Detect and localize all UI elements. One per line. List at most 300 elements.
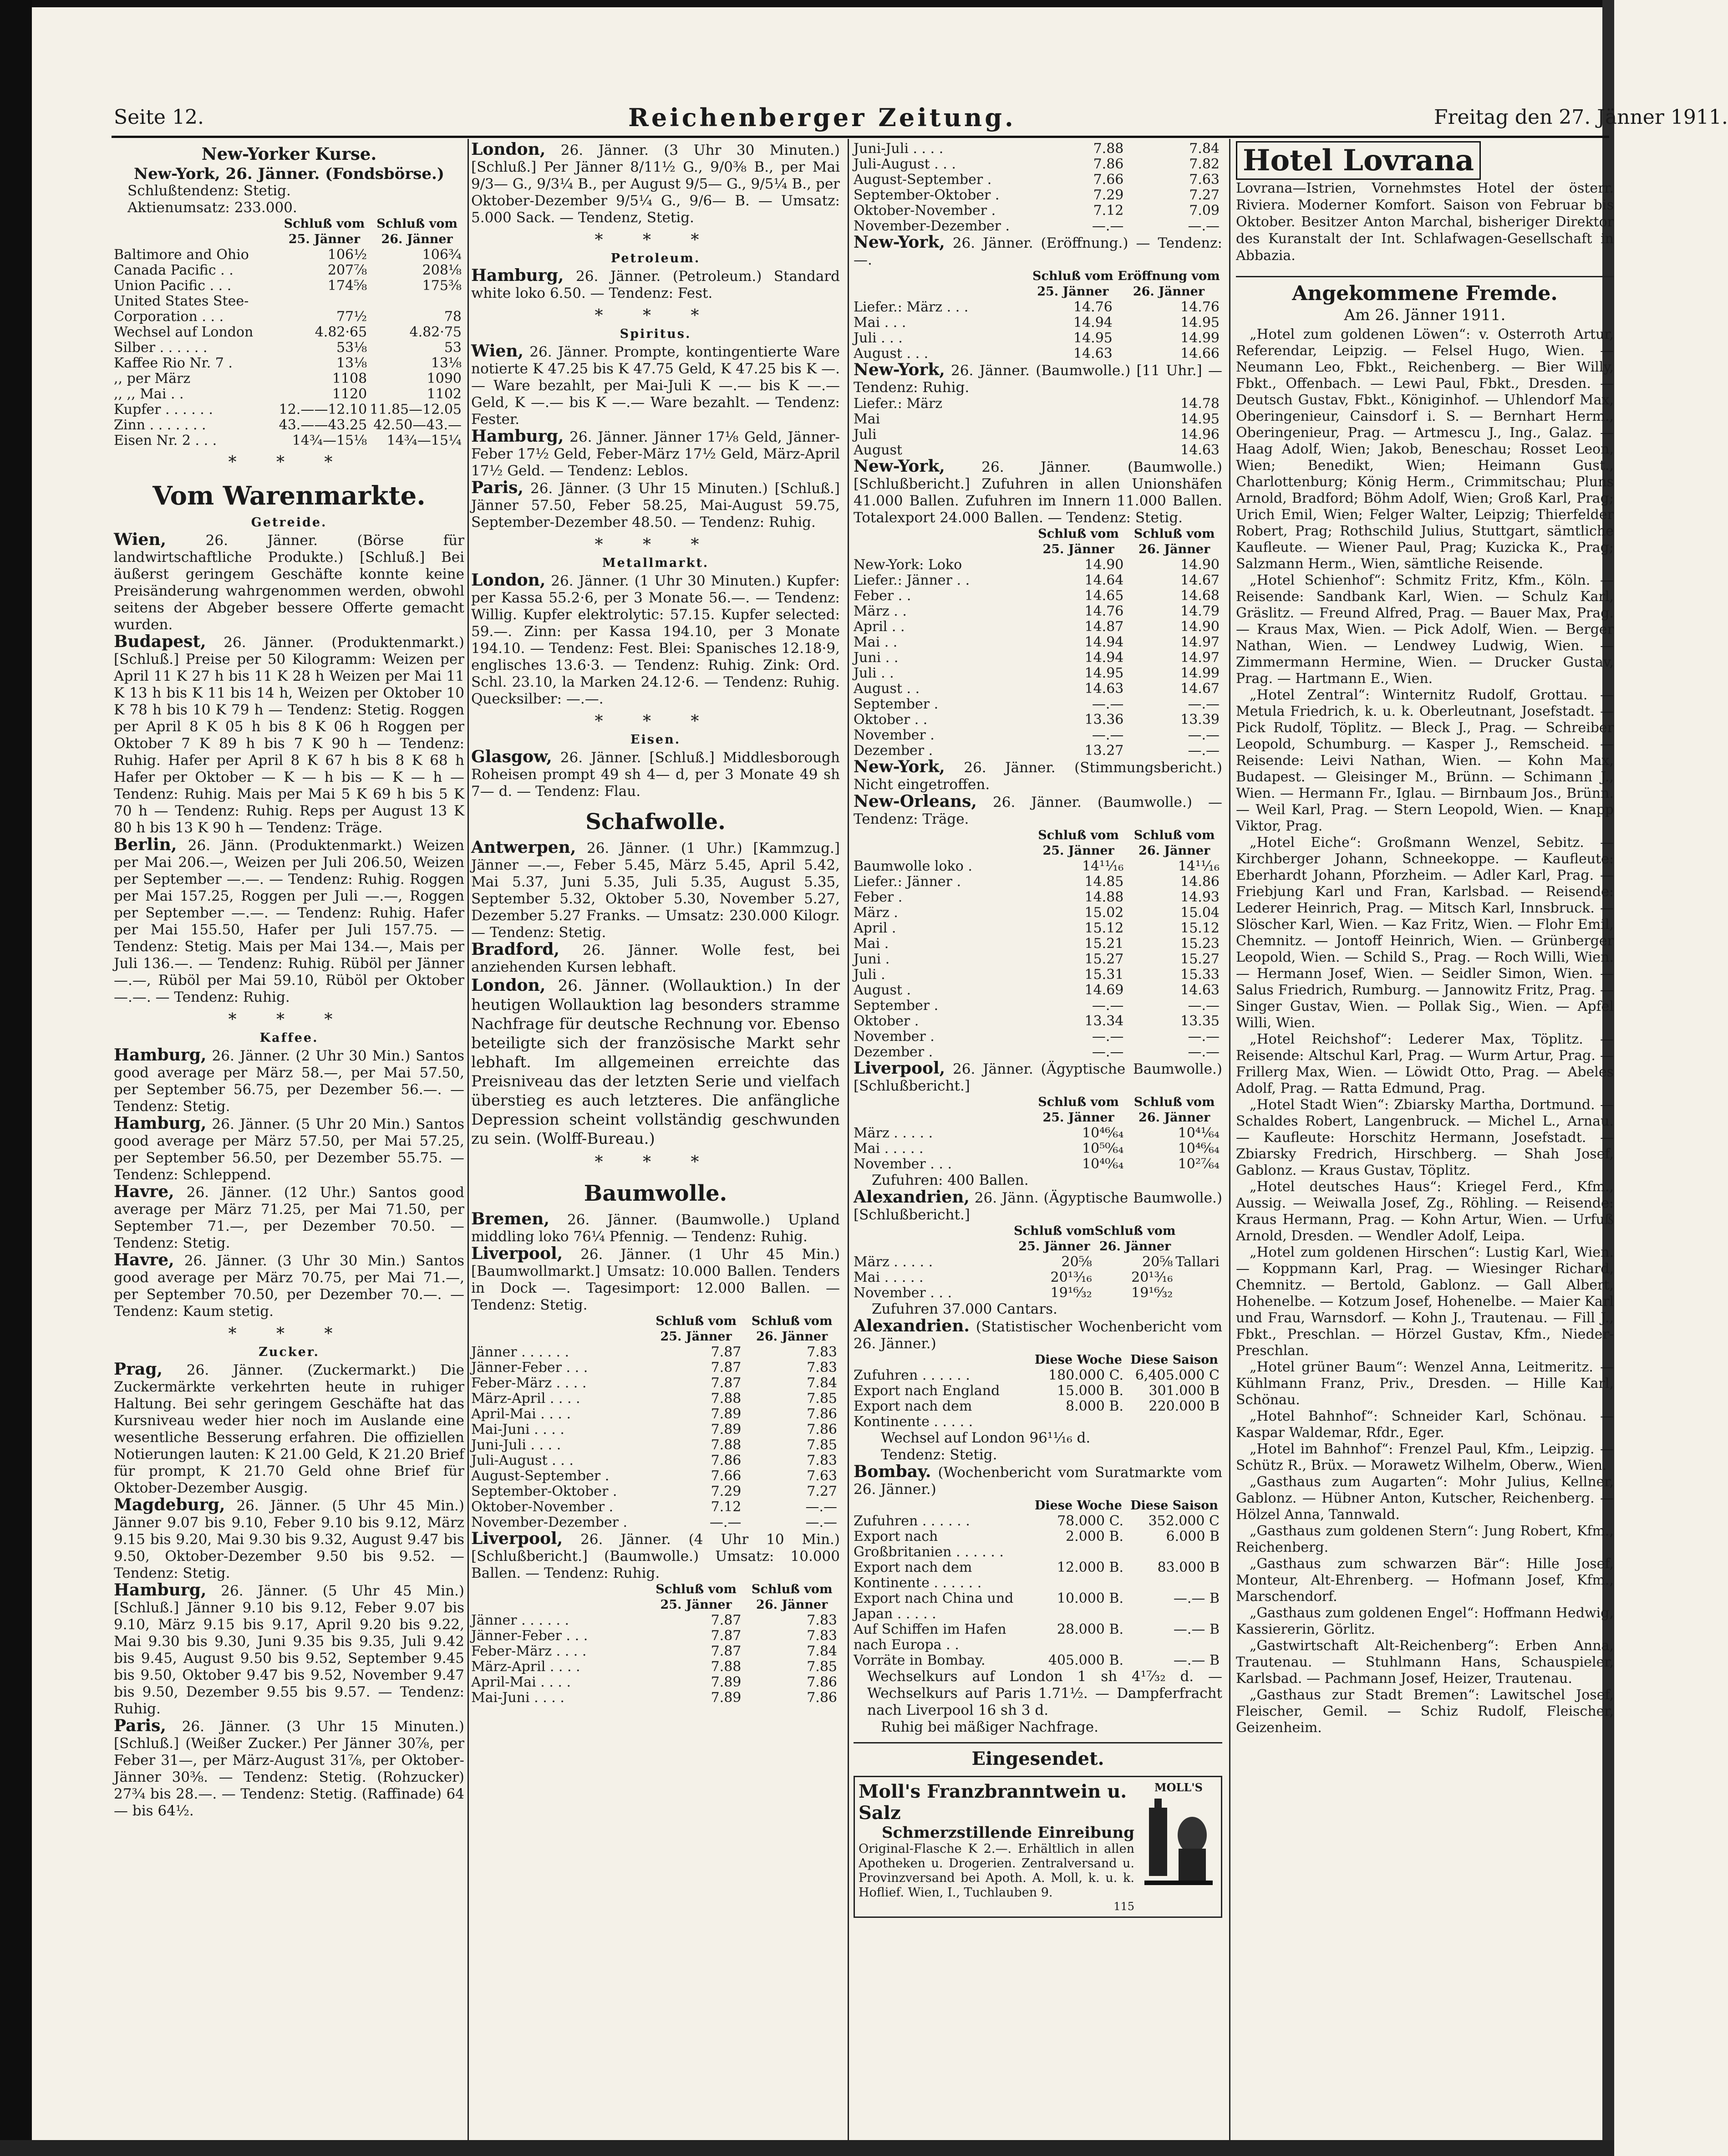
tendenz-line: Tendenz: Stetig. [881, 1447, 997, 1463]
row-value: 10.000 B. [1057, 1590, 1123, 1606]
table-row [854, 396, 1222, 412]
table-row [114, 247, 464, 263]
row-value: 7.88 [711, 1437, 742, 1453]
report-bremen: Bremen, 26. Jänner. (Baumwolle.) Upland middling loko 76¼ Pfennig. — Tendenz: Ruhig. [471, 1209, 840, 1245]
row-value: 13.34 [1084, 1013, 1124, 1029]
table-header-row [471, 1582, 840, 1613]
row-value: 7.63 [1189, 172, 1220, 188]
row-value: 7.86 [807, 1690, 837, 1706]
row-value: 208⅛ [422, 262, 462, 278]
row-value: 7.85 [807, 1391, 837, 1407]
row-value: 10²⁷⁄₆₄ [1178, 1156, 1220, 1172]
row-value: 14.63 [1084, 681, 1124, 697]
table-row [854, 300, 1222, 315]
row-label: März . . [854, 603, 907, 619]
issue-date: Freitag den 27. Jänner 1911. [1434, 106, 1728, 129]
row-value: 13.36 [1084, 712, 1124, 728]
moll-ad-title: Moll's Franzbranntwein u. Salz [859, 1781, 1127, 1824]
table-header-cell [854, 1095, 1031, 1126]
row-value [1031, 427, 1042, 443]
top-scan-border [0, 0, 1614, 7]
row-value: 20⅝ [1142, 1254, 1173, 1270]
row-value: —.— [805, 1514, 837, 1530]
table-row [471, 1644, 840, 1659]
row-label: Feber-März . . . . [471, 1643, 587, 1659]
table-header-cell: Schluß vom 25. Jänner [656, 1582, 737, 1612]
row-value: 14.65 [1084, 588, 1124, 604]
row-value: 78 [444, 309, 462, 325]
table-row [854, 1622, 1222, 1653]
table-header-cell: Schluß vom 25. Jänner [656, 1314, 737, 1344]
report-new-orleans: New-Orleans, 26. Jänner. (Baumwolle.) — Tendenz: Träge. [854, 792, 1222, 827]
row-value: 14.63 [1073, 346, 1113, 362]
page-number: Seite 12. [114, 106, 204, 129]
row-value: 4.82·65 [315, 324, 367, 340]
row-value: 14.86 [1180, 874, 1220, 890]
arrival-entry: „Hotel grüner Baum“: Wenzel Anna, Leitmeritz. — Kühlmann Franz, Priv., Dresden. — Hille Karl, Schönau. [1236, 1359, 1614, 1408]
section-title: Eingesendet. [854, 1742, 1222, 1769]
report-new-york: New-York, 26. Jänner. (Stimmungsbericht.) Nicht eingetroffen. [854, 757, 1222, 793]
row-label: August . . . [854, 346, 929, 362]
row-value: 7.86 [807, 1406, 837, 1422]
row-value: 19¹⁶⁄₃₂ [1050, 1285, 1092, 1301]
table-row [854, 1529, 1222, 1560]
arrival-date: Am 26. Jänner 1911. [1344, 306, 1506, 324]
row-value [1175, 1270, 1222, 1285]
row-value: 20¹³⁄₁₆ [1050, 1269, 1092, 1285]
row-label: März . . . . . [854, 1254, 933, 1270]
row-value: 14¾—15¼ [386, 433, 462, 449]
column-4 [1236, 141, 1614, 2145]
row-label: März-April . . . . [471, 1391, 580, 1407]
row-value: 15.12 [1084, 920, 1124, 936]
moll-brand: MOLL'S [1154, 1781, 1203, 1794]
row-value: 14.90 [1180, 557, 1220, 573]
report-liverpool: Liverpool, 26. Jänner. (1 Uhr 45 Min.) [Baumwollmarkt.] Umsatz: 10.000 Ballen. Tenders in Dock —. Tagesimport: 12.000 Ballen. — Tendenz: Stetig. [471, 1244, 840, 1313]
row-value: —.— [1092, 696, 1124, 712]
row-value: 14¾—15⅛ [292, 433, 367, 449]
subsection-title: Metallmarkt. [602, 556, 709, 570]
table-row [854, 619, 1222, 635]
separator-stars: * * * [228, 1010, 350, 1029]
row-value: 352.000 C [1148, 1513, 1220, 1529]
row-value: 7.88 [711, 1391, 742, 1407]
column-2 [471, 141, 840, 2145]
table-row [854, 1383, 1222, 1399]
row-value: 7.85 [807, 1659, 837, 1675]
row-value: —.— [1188, 727, 1220, 743]
table-header-cell: Schluß vom 26. Jänner [1094, 1224, 1176, 1254]
row-value: 7.66 [711, 1468, 742, 1484]
row-label: September-Oktober . [471, 1483, 617, 1499]
table-row [854, 1254, 1222, 1270]
arrival-entry: „Gasthaus zum goldenen Stern“: Jung Robert, Kfm., Reichenberg. [1236, 1523, 1614, 1555]
table-row [854, 1285, 1222, 1301]
row-value: 14.79 [1180, 603, 1220, 619]
subsection-title: Spiritus. [620, 327, 691, 341]
left-scan-border [0, 0, 32, 2156]
row-label: Mai . . [854, 634, 898, 650]
report-budapest: Budapest, 26. Jänner. (Produktenmarkt.) [Schluß.] Preise per 50 Kilogramm: Weizen per April 11 K 27 h bis 11 K 28 h Weizen per Mai 11 K 13 h bis K 11 bis 14 h, Weizen per Oktober 10 K 78 h bis 10 K 79 h — Tendenz: Stetig. Roggen per April 8 K 05 h bis 8 K 06 h Roggen per Oktober 7 K 89 h bis 7 K 90 h — Tendenz: Ruhig. Hafer per April 8 K 67 h bis 8 K 68 h Hafer per Oktober — K — h bis — K — h — Tendenz: Ruhig. Mais per Mai 5 K 69 h bis 5 K 70 h — Tendenz: Ruhig. Reps per August 13 K 80 h bis 13 K 90 h — Tendenz: Träge. [114, 632, 464, 836]
table-header-cell [854, 1498, 1031, 1514]
row-label: Union Pacific . . . [114, 278, 232, 294]
row-value: —.— [1092, 1044, 1124, 1060]
row-value: 20¹³⁄₁₆ [1131, 1269, 1173, 1285]
row-label: Baltimore and Ohio [114, 247, 249, 263]
table-row [854, 859, 1222, 874]
arrival-entry: „Gasthaus zum schwarzen Bär“: Hille Josef, Monteur, Alt-Ehrenberg. — Hofmann Josef, Kfm., Marschendorf. [1236, 1556, 1614, 1605]
row-value: 14.94 [1084, 650, 1124, 666]
liverpool-table [471, 1314, 840, 1530]
row-value: 13.35 [1180, 1013, 1220, 1029]
row-value: —.— [1188, 998, 1220, 1014]
row-value: —.— [1188, 696, 1220, 712]
row-label: Kupfer . . . . . . [114, 402, 213, 418]
row-label: April . . [854, 619, 905, 635]
row-value: 14.93 [1180, 889, 1220, 905]
column-1 [114, 141, 464, 2145]
row-value: 10⁴⁰⁄₆₄ [1082, 1156, 1124, 1172]
report-new-york: New-York, 26. Jänner. (Baumwolle.) [Schlußbericht.] Zufuhren in allen Unionshäfen 41.000 Ballen. Zufuhren im Innern 11.000 Ballen. Totalexport 24.000 Ballen. — Tendenz: Stetig. [854, 457, 1222, 526]
row-value: 7.82 [1189, 156, 1220, 172]
table-row [854, 874, 1222, 890]
report-glasgow: Glasgow, 26. Jänner. [Schluß.] Middlesborough Roheisen prompt 49 sh 4— d, per 3 Monate 49 sh 7— d. — Tendenz: Flau. [471, 747, 840, 800]
table-row [854, 1368, 1222, 1383]
row-label: United States Stee- [114, 293, 249, 309]
row-value: 7.84 [1189, 141, 1220, 157]
report-hamburg: Hamburg, 26. Jänner. (5 Uhr 45 Min.) [Schluß.] Jänner 9.10 bis 9.12, Feber 9.07 bis 9.10, März 9.15 bis 9.17, April 9.20 bis 9.22, Mai 9.30 bis 9.30, Juni 9.35 bis 9.35, Juli 9.42 bis 9.45, August 9.50 bis 9.52, September 9.45 bis 9.50, Oktober 9.47 bis 9.52, November 9.47 bis 9.50, Dezember 9.55 bis 9.57. — Tendenz: Ruhig. [114, 1580, 464, 1717]
row-value: 14.94 [1084, 634, 1124, 650]
table-header-cell: Schluß vom 25. Jänner [1038, 527, 1119, 556]
report-prag: Prag, 26. Jänner. (Zuckermarkt.) Die Zuckermärkte verkehrten heute in ruhiger Haltung. Bei sehr geringem Geschäfte hat das Kursniveau weder hier noch im Auslande eine wesentliche Besserung erfahren. Die offiziellen Notierungen lauten: K 21.00 Geld, K 21.20 Brief für prompt, K 21.70 Geld ohne Brief für Oktober-Dezember Ausgig. [114, 1360, 464, 1496]
row-value: 83.000 B [1157, 1560, 1220, 1575]
liverpool-table-continued [854, 141, 1222, 234]
row-label: November . . . [854, 1156, 952, 1172]
row-label: ,, ,, Mai . . [114, 386, 184, 402]
row-value [1031, 412, 1042, 427]
row-value: 12.——12.10 [279, 402, 367, 418]
row-label: April . [854, 920, 896, 936]
table-row [114, 309, 464, 325]
table-header-row [471, 1314, 840, 1345]
table-row [114, 278, 464, 294]
row-value: 1102 [427, 386, 462, 402]
table-row [854, 681, 1222, 697]
table-header-row [854, 1498, 1222, 1514]
bombay-rates: Wechselkurs auf London 1 sh 4¹⁷⁄₃₂ d. — Wechselkurs auf Paris 1.71½. — Dampferfracht nach Liverpool 16 sh 3 d. [867, 1668, 1222, 1718]
row-value: 7.88 [1093, 141, 1124, 157]
row-label: Liefer.: März . . . [854, 299, 969, 315]
report-wien: Wien, 26. Jänner. Prompte, kontingentierte Ware notierte K 47.25 bis K 47.75 Geld, K 47.25 bis K —. — Ware bezahlt, per Mai-Juli K —.— bis K —.— Geld, K —.— bis K —.— Ware bezahlt. — Tendenz: Fester. [471, 341, 840, 428]
row-value: 15.000 B. [1057, 1383, 1123, 1399]
hotel-lovrana-text: Lovrana—Istrien, Vornehmstes Hotel der österr. Riviera. Moderner Komfort. Saison von Februar bis Oktober. Besitzer Anton Marchal, bisheriger Direktor des Kuranstalt der Int. Schlafwagen-Gesellschaft in Abbazia. [1236, 180, 1614, 264]
row-label: Mai-Juni . . . . [471, 1690, 564, 1706]
row-label: ,, per März [114, 371, 191, 387]
table-row [854, 604, 1222, 619]
row-value: 14.97 [1180, 650, 1220, 666]
table-row [854, 697, 1222, 712]
moll-ad-illustration [1140, 1781, 1217, 1913]
row-value: —.— [1188, 743, 1220, 759]
row-value: 14.63 [1180, 442, 1220, 458]
table-row [114, 294, 464, 309]
table-header-cell [854, 269, 1031, 300]
table-row [854, 1270, 1222, 1285]
row-label: Mai-Juni . . . . [471, 1422, 564, 1437]
row-value: 28.000 B. [1057, 1621, 1123, 1637]
row-value: 14¹¹⁄₁₆ [1178, 858, 1220, 874]
row-value: 7.83 [807, 1628, 837, 1644]
table-header-cell: Diese Saison [1130, 1498, 1218, 1513]
table-header-cell [471, 1314, 648, 1345]
row-value: 42.50—43.— [373, 417, 462, 433]
row-value: 14.95 [1084, 665, 1124, 681]
bombay-table [854, 1498, 1222, 1668]
table-row [854, 921, 1222, 936]
ny-line2: Aktienumsatz: 233.000. [127, 199, 297, 216]
row-value: 2.000 B. [1065, 1529, 1123, 1544]
table-header-row [854, 828, 1222, 859]
report-new-york: New-York, 26. Jänner. (Eröffnung.) — Tendenz: —. [854, 233, 1222, 268]
paper-title: Reichenberger Zeitung. [628, 103, 1016, 132]
row-value: 14.95 [1180, 411, 1220, 427]
table-header-row [854, 1352, 1222, 1368]
column-3 [854, 141, 1222, 2145]
row-value: 7.12 [711, 1499, 742, 1515]
row-value: 7.86 [807, 1422, 837, 1437]
row-label: August . [854, 982, 911, 998]
row-value: 14.99 [1180, 665, 1220, 681]
table-row [854, 728, 1222, 743]
table-row [854, 1514, 1222, 1529]
separator-stars: * * * [595, 535, 717, 554]
report-liverpool: Liverpool, 26. Jänner. (4 Uhr 10 Min.) [Schlußbericht.] (Baumwolle.) Umsatz: 10.000 Ballen. — Tendenz: Ruhig. [471, 1529, 840, 1581]
row-value: 77½ [336, 309, 367, 325]
row-value: 14.94 [1073, 315, 1113, 331]
row-label: Export nach dem Kontinente . . . . . [854, 1398, 973, 1430]
table-row [854, 983, 1222, 998]
row-value: 7.87 [711, 1375, 742, 1391]
row-value: 7.89 [711, 1406, 742, 1422]
row-value: 14.69 [1084, 982, 1124, 998]
row-value: 7.85 [807, 1437, 837, 1453]
table-header-row [114, 216, 464, 247]
row-value: —.— B [1173, 1621, 1220, 1637]
row-value: 15.27 [1084, 951, 1124, 967]
table-header-row [854, 1095, 1222, 1126]
row-value: 7.86 [711, 1453, 742, 1468]
arrival-entry: „Gasthaus zum Augarten“: Mohr Julius, Kellner, Gablonz. — Hübner Anton, Kutscher, Reichenberg. — Hölzel Anna, Tannwald. [1236, 1474, 1614, 1523]
table-header-cell: Schluß vom 26. Jänner [1133, 527, 1215, 556]
row-label: Dezember . [854, 743, 933, 759]
row-value: —.— [1188, 1029, 1220, 1045]
row-value: 78.000 C. [1057, 1513, 1123, 1529]
row-label: August . . [854, 681, 920, 697]
table-row [471, 1613, 840, 1628]
section-title: Baumwolle. [584, 1181, 727, 1206]
row-value: 4.82·75 [409, 324, 462, 340]
row-value: 15.31 [1084, 967, 1124, 983]
row-value: 174⅝ [327, 278, 367, 294]
row-label: Juli-August . . . [471, 1453, 574, 1468]
table-header-cell: Schluß vom 26. Jänner [751, 1582, 833, 1612]
table-header-cell [114, 216, 279, 247]
table-row [854, 712, 1222, 728]
row-value: 7.83 [807, 1360, 837, 1376]
row-value: 7.29 [1093, 187, 1124, 203]
row-value: 7.66 [1093, 172, 1124, 188]
row-value: 14.95 [1073, 330, 1113, 346]
separator-stars: * * * [595, 306, 717, 325]
ny-head: New-York, 26. Jänner. (Fondsbörse.) [134, 165, 444, 183]
arrival-entry: „Hotel Eiche“: Großmann Wenzel, Sebitz. — Kirchberger Johann, Schneekoppe. — Kaufleute: Eberhardt Johann, Pforzheim. — Adler Karl, Prag. — Friebjung Karl und Fran, Karlsbad. — Reisende: Lederer Heinrich, Prag. — Mitsch Karl, Innsbruck. — Slöscher Karl, Wien. — Kaz Fritz, Wien. — Flohr Emil, Chemnitz. — Jontoff Heinrich, Wien. — Grünberger Leopold, Wien. — Schild S., Prag. — Roch Willi, Wien. — Hermann Josef, Wien. — Seidler Simon, Wien. — Salus Friedrich, Rumburg. — Jannowitz Fritz, Prag. — Singer Gustav, Wien. — Pollak Sig., Wien. — Apfel Willi, Wien. [1236, 835, 1614, 1031]
row-value: 53 [444, 340, 462, 356]
table-header-cell: Schluß vom 26. Jänner [1133, 1095, 1215, 1125]
report-havre: Havre, 26. Jänner. (12 Uhr.) Santos good average per März 71.25, per Mai 71.50, per September 71.—, per Dezember 70.50. — Tendenz: Stetig. [114, 1182, 464, 1251]
table-row [854, 1560, 1222, 1591]
table-row [854, 936, 1222, 952]
table-row [854, 412, 1222, 427]
arrival-entry: „Hotel Stadt Wien“: Zbiarsky Martha, Dortmund. — Schaldes Robert, Langenbruck. — Michel L., Arnau. — Kaufleute: Horschitz Hermann, Josefstadt. — Zbiarsky Fredrich, Hirschberg. — Shah Josef, Gablonz. — Kraus Gustav, Töplitz. [1236, 1097, 1614, 1178]
row-value: 14.78 [1180, 396, 1220, 412]
table-header-cell: Schluß vom 26. Jänner [751, 1314, 833, 1344]
row-label: Kaffee Rio Nr. 7 . [114, 355, 233, 371]
row-label: Vorräte in Bombay. [854, 1652, 986, 1668]
row-value: 14.67 [1180, 681, 1220, 697]
table-header-cell: Eröffnung vom 26. Jänner [1118, 269, 1220, 299]
row-value: 7.87 [711, 1344, 742, 1360]
report-hamburg: Hamburg, 26. Jänner. (Petroleum.) Standard white loko 6.50. — Tendenz: Fest. [471, 266, 840, 301]
moll-advertisement [854, 1776, 1222, 1918]
section-title: Angekommene Fremde. [1236, 276, 1614, 305]
row-value: —.— B [1173, 1652, 1220, 1668]
table-row [854, 743, 1222, 759]
wechsel-line: Wechsel auf London 96¹¹⁄₁₆ d. [881, 1430, 1091, 1446]
row-value: 7.12 [1093, 203, 1124, 219]
table-header-cell: Schluß vom 25. Jänner [1032, 269, 1113, 299]
row-value: 14.97 [1180, 634, 1220, 650]
hotel-lovrana-title: Hotel Lovrana [1236, 141, 1481, 180]
row-value: 15.27 [1180, 951, 1220, 967]
arrival-entry: „Gastwirtschaft Alt-Reichenberg“: Erben Anna, Trautenau. — Stuhlmann Hans, Schauspieler, Karlsbad. — Pachmann Josef, Heizer, Trautenau. [1236, 1638, 1614, 1687]
row-value: 14.95 [1180, 315, 1220, 331]
row-label: Export nach England [854, 1383, 1000, 1399]
egypt-cotton-table [854, 1095, 1222, 1172]
masthead [114, 103, 1728, 134]
table-header-cell [471, 1582, 648, 1613]
row-value: 6.000 B [1166, 1529, 1220, 1544]
table-header-cell: Schluß vom 25. Jänner [1038, 1095, 1119, 1125]
row-label: Liefer.: Jänner . [854, 874, 961, 890]
row-value: 15.02 [1084, 905, 1124, 921]
row-label: Jänner-Feber . . . [471, 1360, 588, 1376]
row-label: Zufuhren . . . . . . [854, 1513, 970, 1529]
row-label: Jänner . . . . . . [471, 1344, 569, 1360]
table-row [471, 1659, 840, 1675]
table-row [471, 1376, 840, 1391]
table-row [854, 203, 1222, 219]
row-value: 7.86 [1093, 156, 1124, 172]
row-value: —.— [1188, 1044, 1220, 1060]
report-alexandrien: Alexandrien, 26. Jänn. (Ägyptische Baumwolle.) [Schlußbericht.] [854, 1188, 1222, 1223]
separator-stars: * * * [228, 1325, 350, 1343]
separator-stars: * * * [595, 1153, 717, 1172]
row-label: Juni-Juli . . . . [471, 1437, 561, 1453]
table-row [854, 635, 1222, 650]
row-label: Oktober-November . [854, 203, 996, 219]
row-label: August-September . [854, 172, 992, 188]
table-row [854, 427, 1222, 443]
row-value: —.— [709, 1514, 742, 1530]
table-row [854, 1141, 1222, 1157]
row-label: April-Mai . . . . [471, 1674, 571, 1690]
table-header-cell: Schluß vom 25. Jänner [1014, 1224, 1095, 1254]
row-value: 175⅜ [422, 278, 462, 294]
table-row [854, 1014, 1222, 1029]
row-value: 1120 [332, 386, 367, 402]
row-label: New-York: Loko [854, 557, 962, 573]
row-value: 13⅛ [431, 355, 462, 371]
row-label: Export nach China und Japan . . . . . [854, 1590, 1014, 1622]
table-row [114, 387, 464, 402]
row-value: 7.27 [807, 1483, 837, 1499]
row-label: November-Dezember . [854, 218, 1010, 234]
alexandrien-weekly-table [854, 1352, 1222, 1430]
table-row [854, 1399, 1222, 1430]
row-label: September . [854, 998, 939, 1014]
row-label: Feber . [854, 889, 903, 905]
table-header-cell: Diese Saison [1130, 1353, 1218, 1367]
table-row [854, 666, 1222, 681]
row-label: November-Dezember . [471, 1514, 628, 1530]
ny-cotton-table [854, 526, 1222, 759]
table-header-cell: Schluß vom 25. Jänner [284, 217, 365, 246]
table-row [854, 1653, 1222, 1668]
report-london-wollauktion: London, 26. Jänner. (Wollauktion.) In der heutigen Wollauktion lag besonders stramme Nachfrage für deutsche Rechnung vor. Ebenso beteiligte sich der französische Markt sehr lebhaft. Im allgemeinen erreichte das Preisniveau das der letzten Serie und vielfach überstieg es auch letzteres. Die anfängliche Depression scheint vollständig geschwunden zu sein. (Wolff-Bureau.) [471, 976, 840, 1148]
table-row [854, 1126, 1222, 1141]
row-label: März . . . . . [854, 1125, 933, 1141]
bombay-note: Ruhig bei mäßiger Nachfrage. [881, 1719, 1098, 1735]
row-value: 20⅝ [1061, 1254, 1092, 1270]
ny-cotton-table [854, 269, 1222, 362]
row-value: —.— [805, 1499, 837, 1515]
row-value: —.— B [1173, 1590, 1220, 1606]
row-value: 220.000 B [1149, 1398, 1220, 1414]
table-header-cell [854, 1352, 1031, 1368]
report-bradford: Bradford, 26. Jänner. Wolle fest, bei anziehenden Kursen lebhaft. [471, 940, 840, 975]
table-header-cell [854, 526, 1031, 557]
row-value: 7.63 [807, 1468, 837, 1484]
table-row [854, 443, 1222, 458]
row-value: —.— [1092, 1029, 1124, 1045]
row-value: 14.64 [1084, 572, 1124, 588]
table-row [854, 967, 1222, 983]
table-row [854, 141, 1222, 157]
report-london: London, 26. Jänner. (3 Uhr 30 Minuten.) [Schluß.] Per Jänner 8/11½ G., 9/0⅜ B., per Mai 9/3— G., 9/3¼ B., per August 9/5— G., 9/5¼ B., per Oktober-Dezember 9/5¼ G., 9/6— B. — Umsatz: 5.000 Sack. — Tendenz, Stetig. [471, 140, 840, 226]
row-label: September . [854, 696, 939, 712]
row-label: Dezember . [854, 1044, 933, 1060]
table-row [854, 346, 1222, 362]
row-label: November . . . [854, 1285, 952, 1301]
report-hamburg: Hamburg, 26. Jänner. (5 Uhr 20 Min.) Santos good average per März 57.50, per Mai 57.25, per September 56.50, per Dezember 55.75. — Tendenz: Schleppend. [114, 1114, 464, 1183]
row-value: 7.89 [711, 1422, 742, 1437]
column-divider [1229, 139, 1230, 2145]
row-value: 53⅛ [336, 340, 367, 356]
row-label: Mai . . . . . [854, 1141, 924, 1157]
zufuhren-line: Zufuhren: 400 Ballen. [872, 1172, 1029, 1188]
table-header-cell: Diese Woche [1034, 1498, 1122, 1513]
row-value: 14.66 [1180, 346, 1220, 362]
